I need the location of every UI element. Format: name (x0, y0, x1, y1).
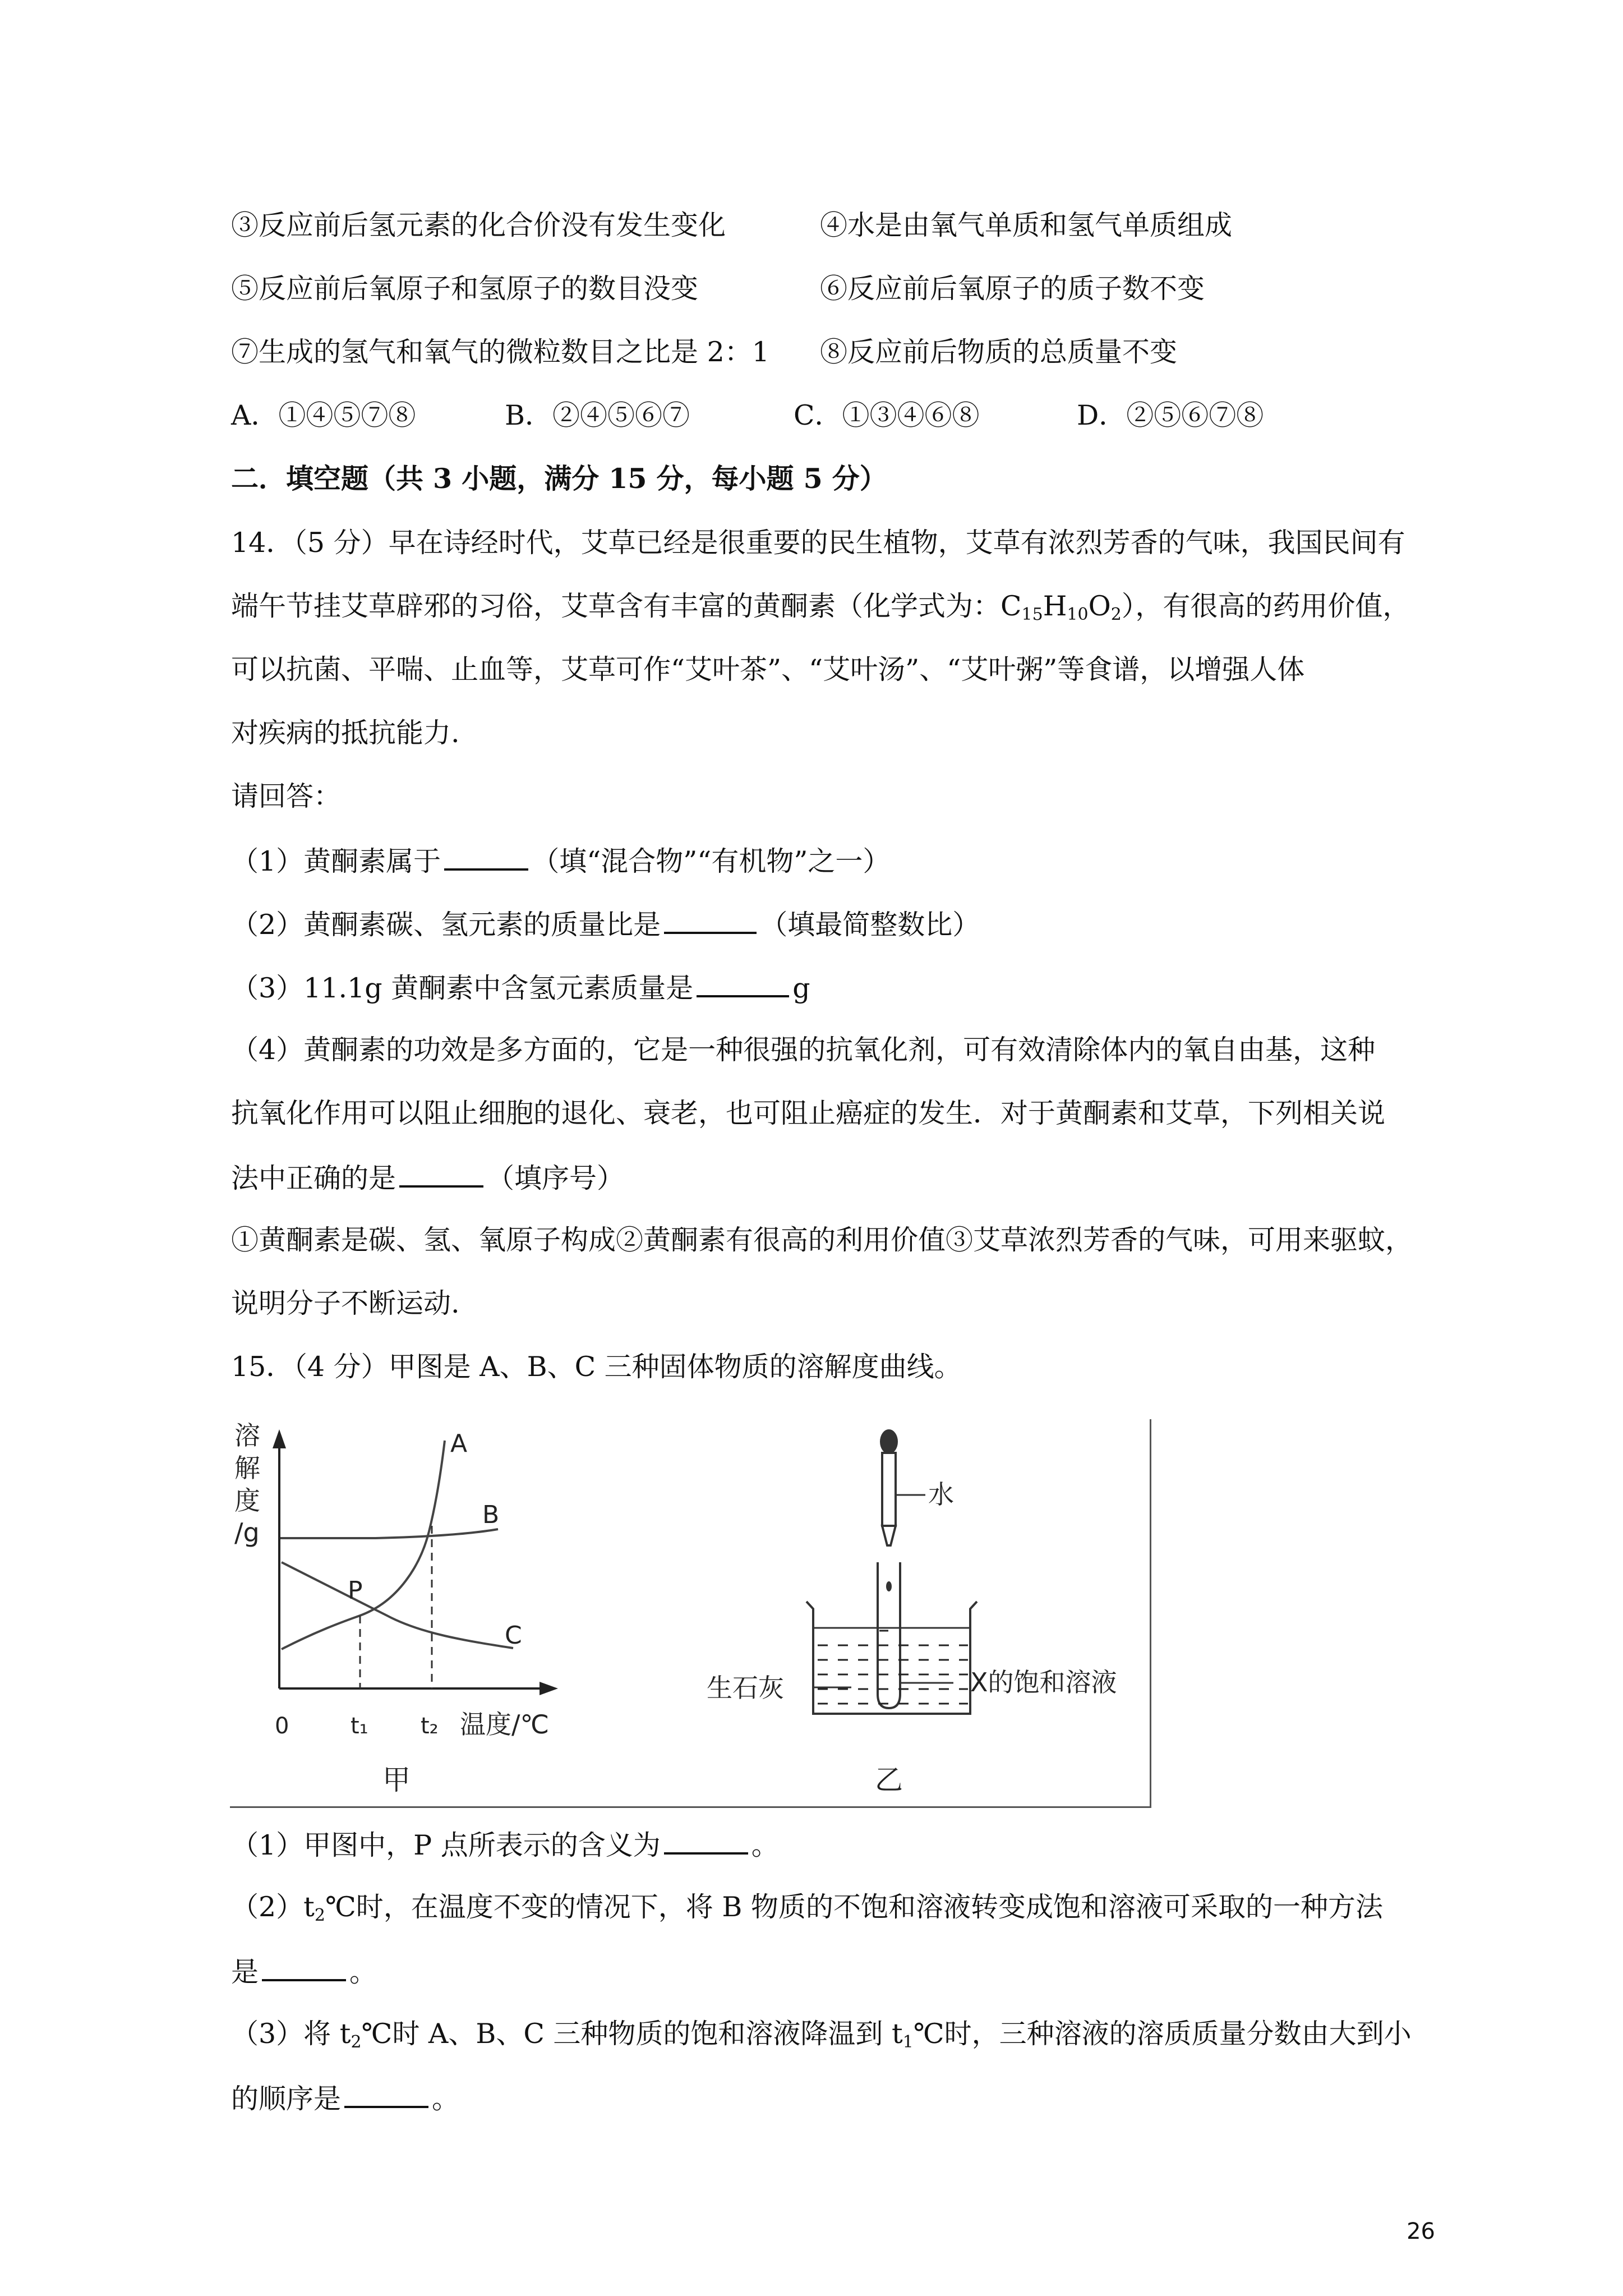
label-solution: X的饱和溶液 (970, 1667, 1117, 1697)
label-origin: 0 (275, 1713, 289, 1739)
choice-c: C．①③④⑥⑧ (794, 399, 980, 431)
label-b: B (482, 1501, 500, 1529)
page-number: 26 (1407, 2219, 1435, 2244)
q14-statements-line2: 说明分子不断运动. (231, 1287, 460, 1319)
q14-line4: 对疾病的抵抗能力. (231, 717, 460, 749)
q15-line1: 15．（4 分）甲图是 A、B、C 三种固体物质的溶解度曲线。 (231, 1351, 962, 1383)
option-8: ⑧反应前后物质的总质量不变 (820, 336, 1178, 368)
q15-part2: $(2)t_2℃$时，在温度不变的情况下，将 B 物质的不饱和溶液转变成饱和溶液可采取的一种方法 (231, 1891, 1383, 1925)
answer-blank[interactable] (664, 909, 757, 934)
answer-blank[interactable] (697, 973, 789, 997)
figure-box (230, 1419, 1151, 1808)
option-7: ⑦生成的氢气和氧气的微粒数目之比是 2：1 (231, 336, 769, 368)
tube-liquid (879, 1627, 898, 1705)
x-axis-label: 温度/℃ (460, 1709, 550, 1740)
label-t1: t₁ (351, 1713, 368, 1739)
q14-part1: （1）黄酮素属于 （填“混合物”“有机物”之一） (231, 845, 891, 877)
choice-d: D．②⑤⑥⑦⑧ (1077, 399, 1264, 431)
q14-part2: （2）黄酮素碳、氢元素的质量比是 （填最简整数比） (231, 909, 980, 941)
q14-line2: 端午节挂艾草辟邪的习俗，艾草含有丰富的黄酮素（化学式为：$C_{15}H_{10}O_2$），有很高的药用价值， (231, 590, 1410, 624)
choice-b: B．②④⑤⑥⑦ (505, 399, 690, 431)
ylabel-char-3: 度 (234, 1485, 260, 1516)
q14-part3: （3）11.1g 黄酮素中含氢元素质量是 g (231, 972, 810, 1004)
caption-yi: 乙 (875, 1764, 903, 1796)
ylabel-char-2: 解 (234, 1453, 260, 1483)
option-3: ③反应前后氢元素的化合价没有发生变化 (231, 209, 726, 241)
label-t2: t₂ (421, 1713, 439, 1739)
water-drop (886, 1581, 892, 1591)
dropper-bulb (880, 1429, 898, 1454)
dropper-tube (882, 1453, 896, 1526)
q14-part4-line3: 法中正确的是 （填序号） (231, 1162, 625, 1194)
choice-a: A．①④⑤⑦⑧ (231, 399, 416, 431)
q14-statements-line1: ①黄酮素是碳、氢、氧原子构成②黄酮素有很高的利用价值③艾草浓烈芳香的气味，可用来驱蚊， (231, 1224, 1413, 1256)
figure-svg (230, 1419, 1150, 1806)
option-4: ④水是由氧气单质和氢气单质组成 (820, 209, 1233, 241)
q15-part3: （3）将 $t_2℃$时 A、B、C 三种物质的饱和溶液降温到 $t_1℃$时，三种溶液的溶质质量分数由大到小 (231, 2018, 1412, 2052)
answer-blank[interactable] (344, 2083, 428, 2108)
label-p: P (348, 1576, 363, 1605)
section-title: 二．填空题（共 3 小题，满分 15 分，每小题 5 分） (231, 462, 887, 495)
y-axis-arrow (273, 1429, 286, 1448)
answer-blank[interactable] (444, 846, 528, 871)
caption-jia: 甲 (382, 1764, 411, 1796)
q15-part3-cont: 的顺序是 。 (231, 2083, 460, 2115)
curve-b (280, 1529, 498, 1538)
x-axis-arrow (540, 1682, 558, 1695)
q14-prompt: 请回答： (231, 780, 342, 812)
q15-part1: （1）甲图中，P 点所表示的含义为 。 (231, 1829, 779, 1861)
label-water: 水 (928, 1479, 954, 1510)
ylabel-unit: /g (234, 1517, 260, 1548)
ylabel-char-1: 溶 (234, 1420, 260, 1451)
curve-c (282, 1562, 513, 1648)
option-5: ⑤反应前后氧原子和氢原子的数目没变 (231, 273, 699, 305)
q14-line3: 可以抗菌、平喘、止血等，艾草可作“艾叶茶”、“艾叶汤”、“艾叶粥”等食谱，以增强人体 (231, 654, 1305, 685)
answer-blank[interactable] (262, 1957, 346, 1981)
label-lime: 生石灰 (707, 1673, 784, 1703)
label-a: A (450, 1429, 468, 1458)
answer-blank[interactable] (399, 1163, 483, 1188)
option-6: ⑥反应前后氧原子的质子数不变 (820, 273, 1205, 305)
curve-a (282, 1441, 445, 1649)
q14-part4-line2: 抗氧化作用可以阻止细胞的退化、衰老，也可阻止癌症的发生．对于黄酮素和艾草，下列相关说 (231, 1097, 1386, 1129)
dropper-tip (882, 1526, 896, 1545)
answer-blank[interactable] (664, 1830, 748, 1855)
q14-part4-line1: （4）黄酮素的功效是多方面的，它是一种很强的抗氧化剂，可有效清除体内的氧自由基，这种 (231, 1034, 1376, 1066)
label-c: C (505, 1621, 522, 1650)
q15-part2-cont: 是 。 (231, 1956, 377, 1988)
q14-line1: 14．（5 分）早在诗经时代，艾草已经是很重要的民生植物，艾草有浓烈芳香的气味，我国民间有 (231, 527, 1405, 559)
